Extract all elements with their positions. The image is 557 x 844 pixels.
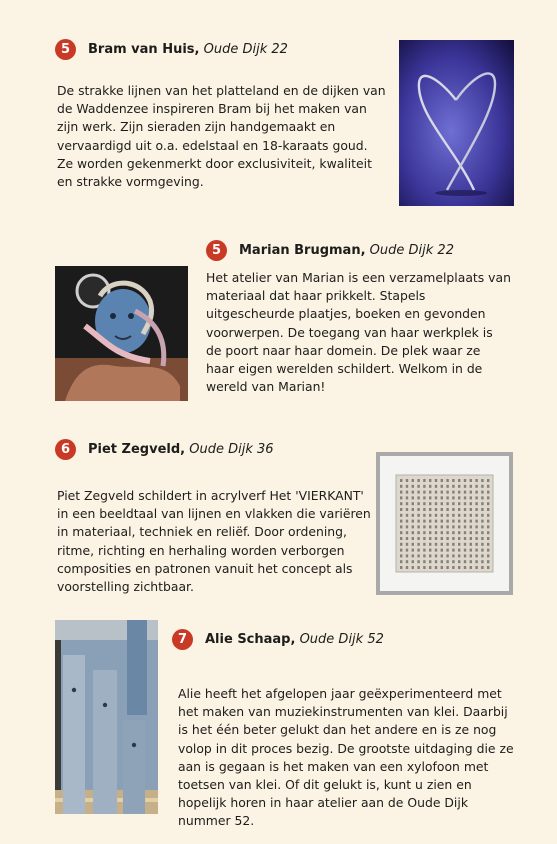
artist-name: Alie Schaap, xyxy=(205,632,296,647)
location-number-badge: 5 xyxy=(206,240,227,261)
artist-heading xyxy=(55,39,288,60)
artist-name: Marian Brugman, xyxy=(239,243,366,258)
artist-name: Piet Zegveld, xyxy=(88,442,186,457)
artist-heading xyxy=(206,240,454,261)
location-number-badge: 5 xyxy=(55,39,76,60)
location-number-badge: 7 xyxy=(172,629,193,650)
artist-name: Bram van Huis, xyxy=(88,42,200,57)
artist-address: Oude Dijk 22 xyxy=(203,42,288,57)
xylophone-photo xyxy=(55,620,158,814)
artist-heading xyxy=(172,629,384,650)
artist-description: Alie heeft het afgelopen jaar geëxperimenteerd met het maken van muziekinstrumenten van klei. Daarbij is het één beter gelukt dan het andere en is ze nog volop in dit proces bezig. De grootste uitdaging die ze aan is gegaan is het maken van een xylofoon met toetsen van klei. Of dit gelukt is, kunt u zien en hopelijk horen in haar atelier aan de Oude Dijk nummer 52. xyxy=(178,686,514,829)
artwork-photo xyxy=(376,452,513,595)
painting-photo xyxy=(55,266,188,401)
artist-address: Oude Dijk 36 xyxy=(189,442,274,457)
location-number-badge: 6 xyxy=(55,439,76,460)
artist-address: Oude Dijk 22 xyxy=(369,243,454,258)
artist-description: Piet Zegveld schildert in acrylverf Het 'VIERKANT' in een beeldtaal van lijnen en vlakken die variëren in materiaal, techniek en reliëf. Door ordening, ritme, richting en herhaling worden verborgen composities en patronen vanuit het concept als voorstelling zichtbaar. xyxy=(57,488,371,595)
artist-description: Het atelier van Marian is een verzamelplaats van materiaal dat haar prikkelt. Stapels uitgescheurde plaatjes, boeken en gevonden voorwerpen. De toegang van haar werkplek is de poort naar haar domein. De plek waar ze haar eigen werelden schildert. Welkom in de wereld van Marian! xyxy=(206,270,511,395)
artist-address: Oude Dijk 52 xyxy=(299,632,384,647)
jewelry-photo xyxy=(399,40,514,206)
artist-description: De strakke lijnen van het platteland en de dijken van de Waddenzee inspireren Bram bij het maken van zijn werk. Zijn sieraden zijn handgemaakt en vervaardigd uit o.a. edelstaal en 18-karaats goud. Ze worden gekenmerkt door exclusiviteit, kwaliteit en strakke vormgeving. xyxy=(57,83,386,190)
artist-heading xyxy=(55,439,274,460)
